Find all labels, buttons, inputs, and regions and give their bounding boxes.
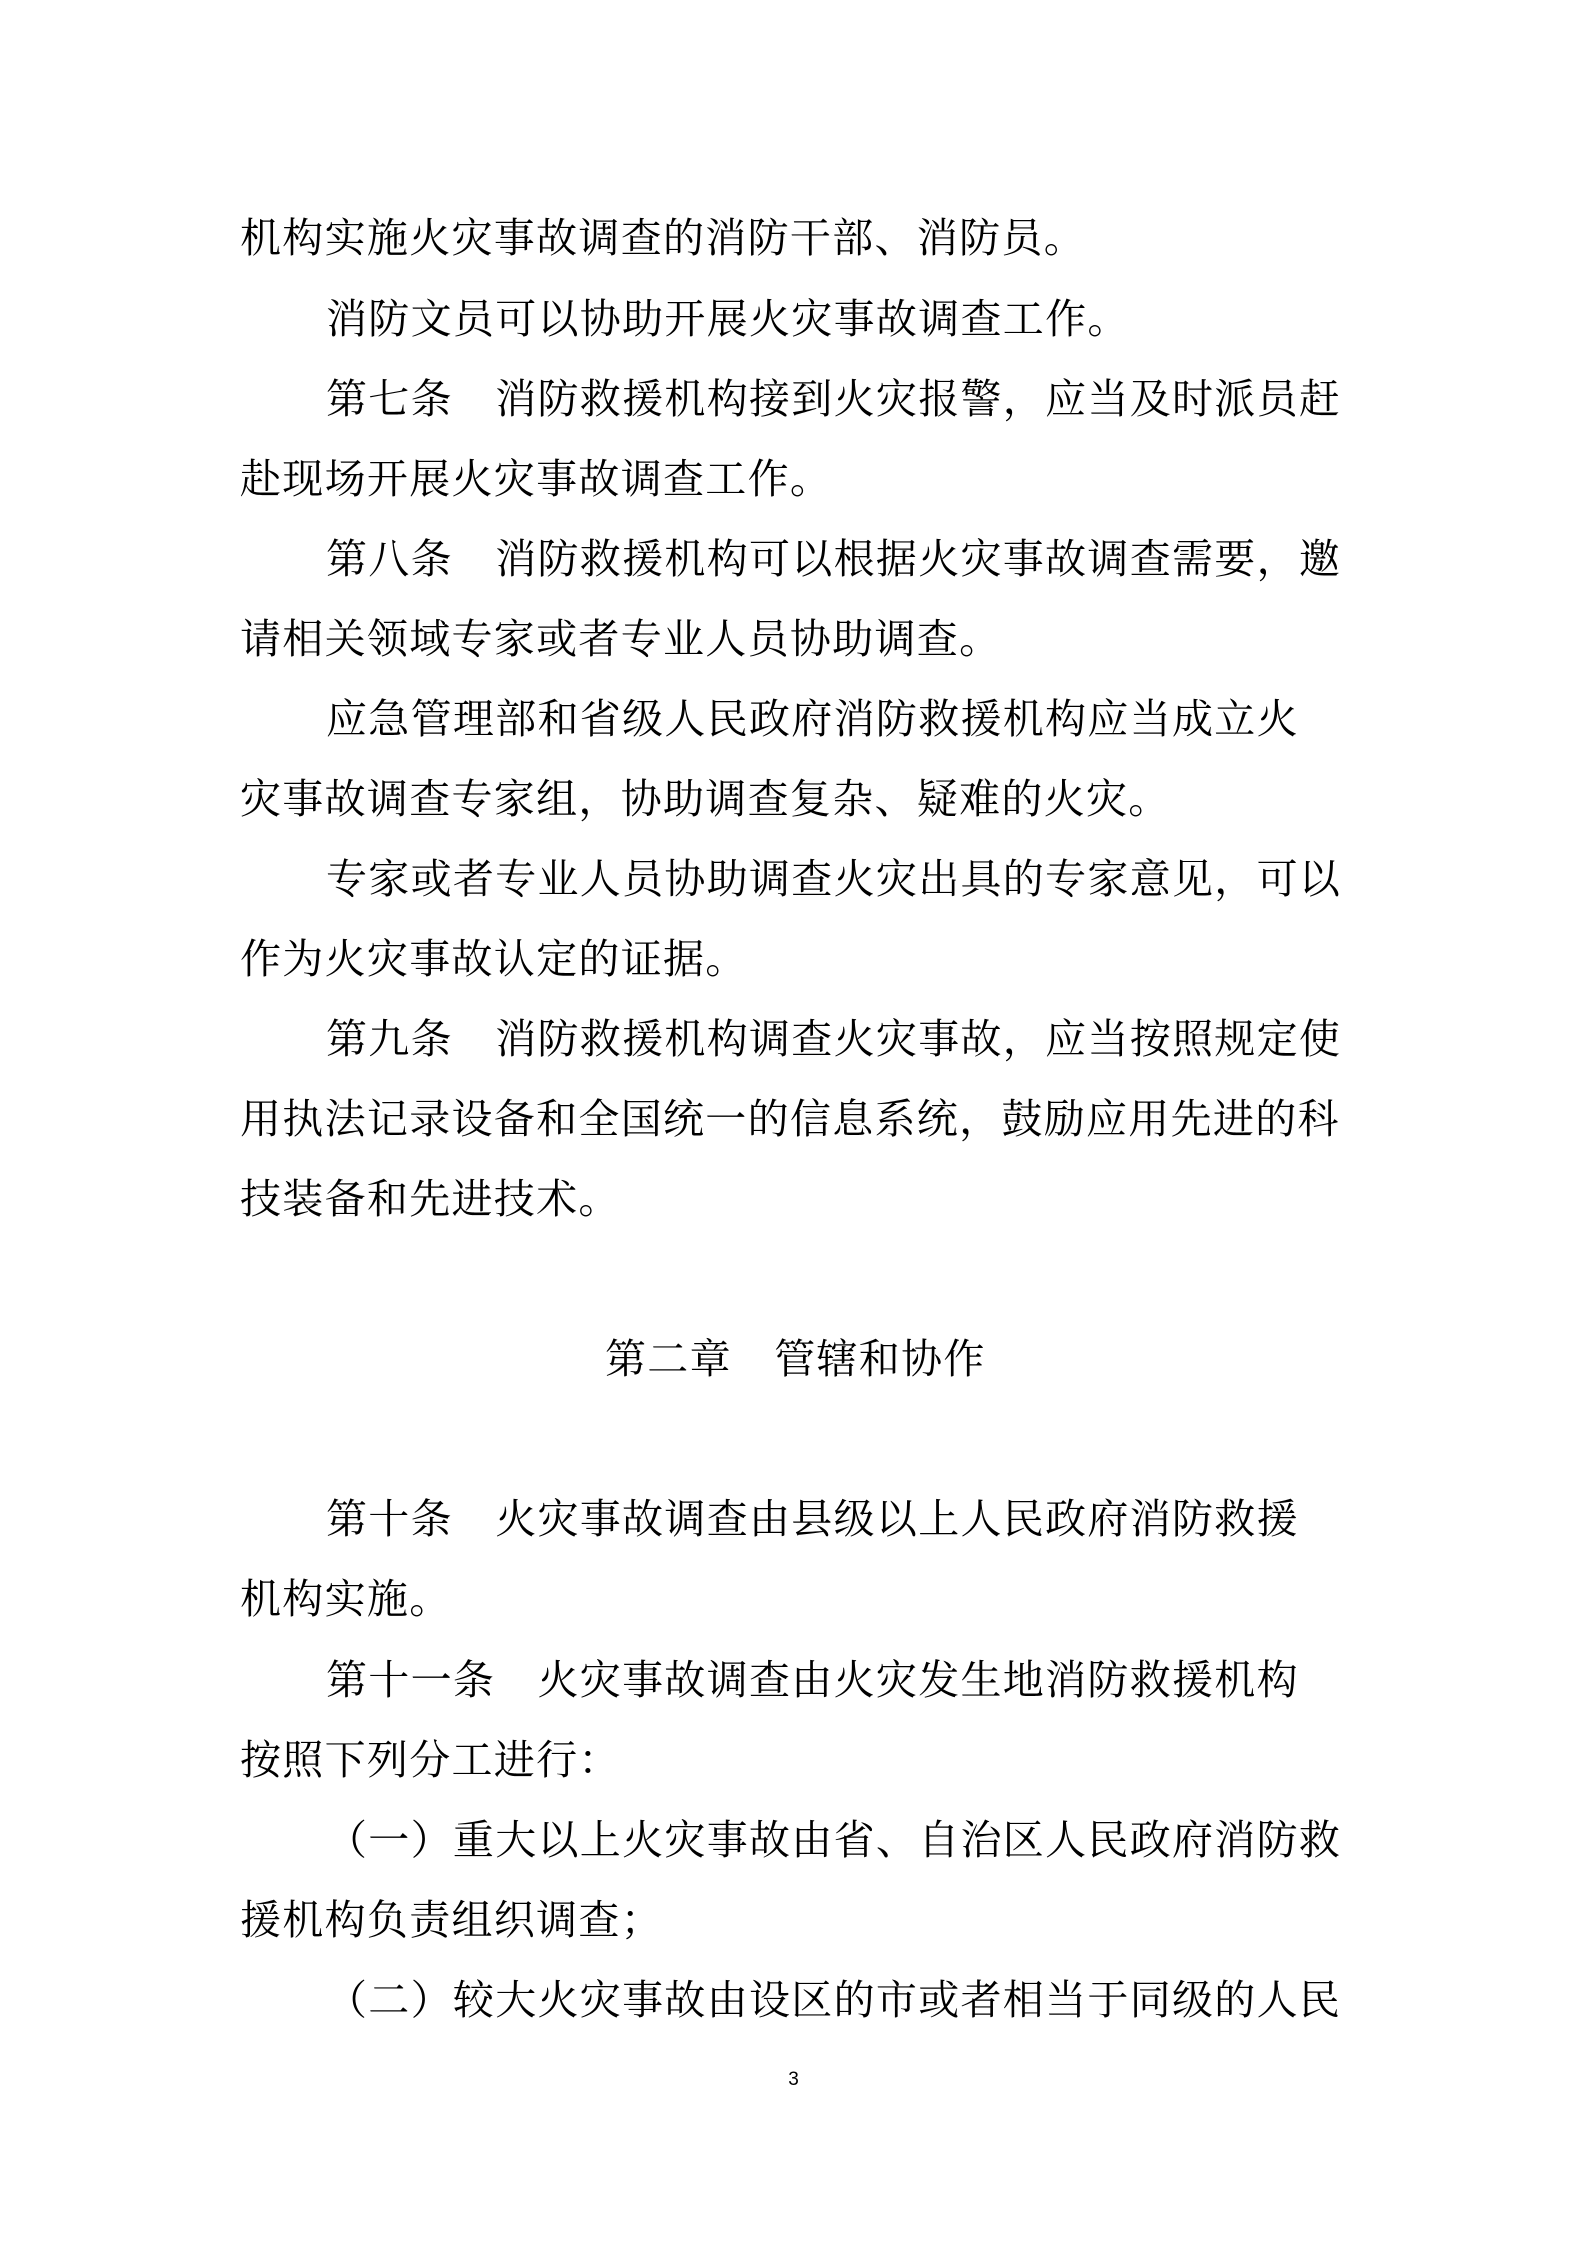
article-11-line: 第十一条 火灾事故调查由火灾发生地消防救援机构: [326, 1656, 1299, 1704]
body-line: 作为火灾事故认定的证据。: [240, 935, 748, 983]
page-number: 3: [788, 2069, 799, 2090]
body-line: 灾事故调查专家组，协助调查复杂、疑难的火灾。: [240, 775, 1171, 823]
article-10-line: 第十条 火灾事故调查由县级以上人民政府消防救援: [326, 1495, 1299, 1543]
body-line: 机构实施。: [240, 1575, 452, 1623]
body-line: 按照下列分工进行：: [240, 1736, 621, 1784]
article-9-line: 第九条 消防救援机构调查火灾事故，应当按照规定使: [326, 1015, 1342, 1063]
body-line: 援机构负责组织调查；: [240, 1896, 663, 1944]
body-line: 赴现场开展火灾事故调查工作。: [240, 455, 833, 503]
article-7-line: 第七条 消防救援机构接到火灾报警，应当及时派员赶: [326, 375, 1342, 423]
body-line: 机构实施火灾事故调查的消防干部、消防员。: [240, 214, 1086, 262]
list-item-line: （一）重大以上火灾事故由省、自治区人民政府消防救: [326, 1816, 1342, 1864]
article-8-line: 第八条 消防救援机构可以根据火灾事故调查需要，邀: [326, 535, 1342, 583]
body-line: 应急管理部和省级人民政府消防救援机构应当成立火: [326, 695, 1299, 743]
body-line: 技装备和先进技术。: [240, 1175, 621, 1223]
list-item-line: （二）较大火灾事故由设区的市或者相当于同级的人民: [326, 1976, 1342, 2024]
body-line: 请相关领域专家或者专业人员协助调查。: [240, 615, 1002, 663]
body-line: 消防文员可以协助开展火灾事故调查工作。: [326, 295, 1130, 343]
body-line: 用执法记录设备和全国统一的信息系统，鼓励应用先进的科: [240, 1095, 1340, 1143]
chapter-heading: 第二章 管辖和协作: [605, 1335, 986, 1383]
body-line: 专家或者专业人员协助调查火灾出具的专家意见，可以: [326, 855, 1342, 903]
